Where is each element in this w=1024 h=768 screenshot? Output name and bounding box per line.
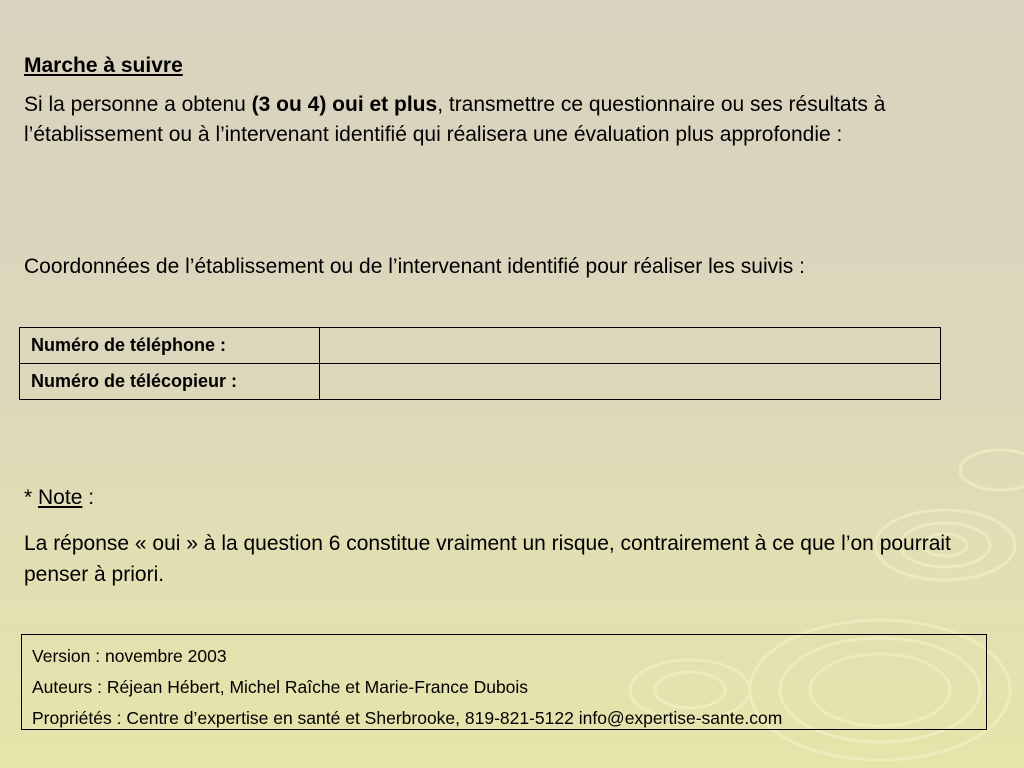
table-row: [20, 364, 941, 400]
note-text: La réponse « oui » à la question 6 constitue vraiment un risque, contrairement à ce que l’on pourrait penser à priori.: [24, 532, 951, 586]
phone-value-field[interactable]: [320, 328, 941, 364]
note-heading: [24, 483, 94, 513]
note-prefix: *: [24, 486, 39, 509]
procedure-intro-start: Si la personne a obtenu: [24, 93, 252, 116]
note-label: Note: [38, 486, 83, 509]
contact-line: Coordonnées de l’établissement ou de l’intervenant identifié pour réaliser les suivis :: [24, 255, 805, 278]
info-box: [21, 634, 987, 730]
procedure-intro: [24, 90, 1014, 150]
fax-value-field[interactable]: [320, 364, 941, 400]
procedure-intro-end: , transmettre ce questionnaire ou ses résultats à l’établissement ou à l’intervenant identifié qui réalisera une évaluation plus approfondie :: [24, 93, 886, 146]
authors-text: Auteurs : Réjean Hébert, Michel Raîche et Marie-France Dubois: [32, 677, 529, 697]
fax-label: Numéro de télécopieur :: [20, 364, 320, 400]
procedure-heading: Marche à suivre: [24, 54, 183, 77]
properties-text: Propriétés : Centre d’expertise en santé et Sherbrooke, 819-821-5122 info@expertise-sante.com: [32, 708, 783, 728]
contact-table: [19, 327, 941, 400]
note-suffix: :: [82, 486, 95, 509]
procedure-intro-bold: (3 ou 4) oui et plus: [251, 93, 438, 116]
procedure-section: [24, 52, 1014, 150]
phone-label: Numéro de téléphone :: [20, 328, 320, 364]
version-text: Version : novembre 2003: [32, 646, 227, 666]
table-row: [20, 328, 941, 364]
